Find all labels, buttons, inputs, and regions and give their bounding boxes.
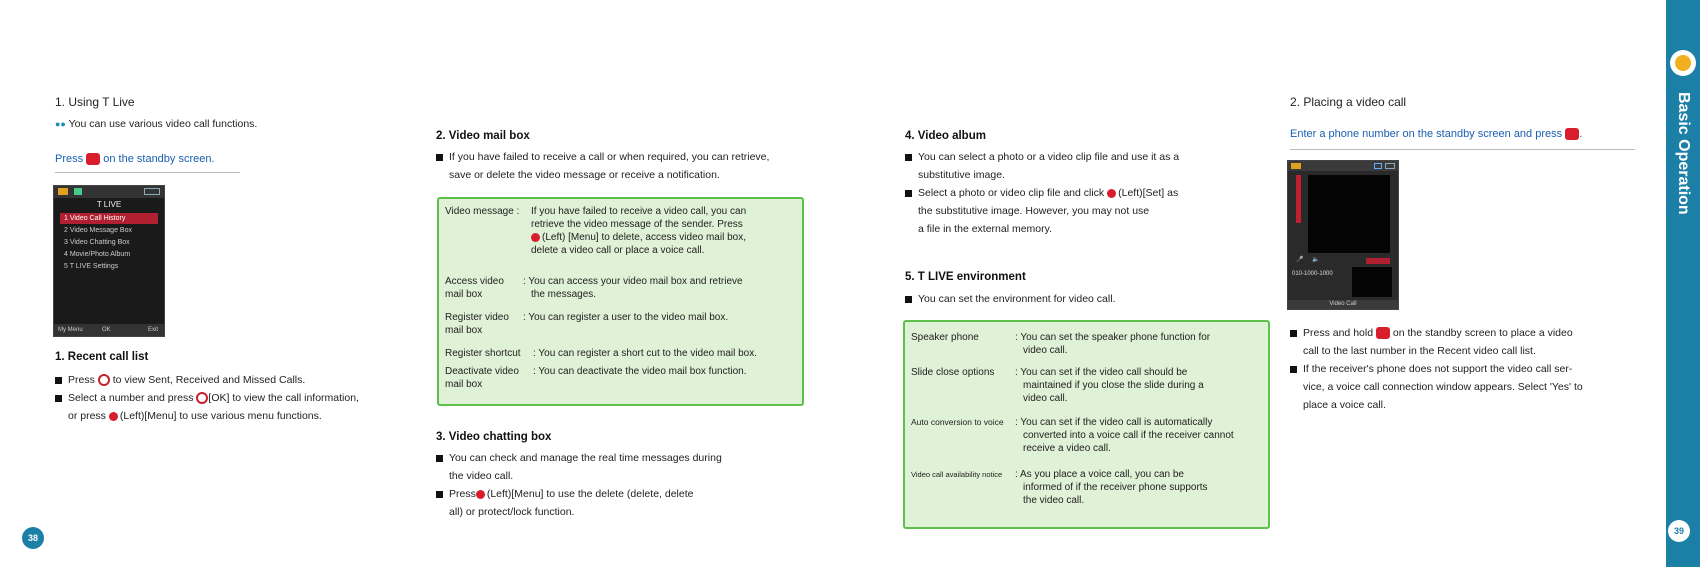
bullet-icon <box>905 154 912 161</box>
page-number-left: 38 <box>22 527 44 549</box>
video-album-bullets <box>905 148 1255 238</box>
battery-icon <box>1385 163 1395 169</box>
text-line: retrieve the video message of the sender. Press <box>531 219 743 230</box>
bullet-icon <box>1290 330 1297 337</box>
remote-video-area <box>1308 175 1390 253</box>
mic-icon[interactable]: 🎤 <box>1296 257 1304 263</box>
option-text: : You can deactivate the video mail box function. <box>533 366 747 377</box>
battery-icon <box>144 188 160 195</box>
text-line: video call. <box>1023 393 1068 404</box>
option-text <box>1015 366 1264 405</box>
bullet-icon <box>436 154 443 161</box>
signal-icon <box>58 188 68 195</box>
phone-status-bar <box>54 186 164 198</box>
label-line: mail box <box>445 379 483 390</box>
recent-call-bullets <box>55 371 395 425</box>
option-text <box>1015 416 1264 455</box>
label-line: mail box <box>445 325 483 336</box>
bullet-item: You can check and manage the real time messages during <box>436 449 806 467</box>
video-mail-options-box <box>437 197 804 406</box>
bullet-item: Select a photo or video clip file and click (Left)[Set] as <box>905 184 1255 202</box>
menu-item-movie-photo-album[interactable]: 4 Movie/Photo Album <box>64 251 131 258</box>
text-line: : You can access your video mail box and retrieve <box>523 276 743 287</box>
label-line: Access video <box>445 276 504 287</box>
phone-screen-video-call <box>1287 160 1399 310</box>
text-line: receive a video call. <box>1023 443 1111 454</box>
option-row-speaker-phone <box>905 331 1268 359</box>
softkey-ok[interactable]: OK <box>102 327 111 333</box>
phone-status-bar <box>1288 161 1398 171</box>
bullet-icon <box>436 491 443 498</box>
video-chatting-bullets <box>436 449 806 521</box>
side-tab-label-wrap <box>1672 92 1694 292</box>
option-text <box>1015 331 1264 357</box>
subsection-video-chatting-box: 3. Video chatting box <box>436 431 552 443</box>
subsection-t-live-environment: 5. T LIVE environment <box>905 271 1026 283</box>
text-line: informed of if the receiver phone supports <box>1023 482 1208 493</box>
bullet-continuation: vice, a voice call connection window appears. Select 'Yes' to <box>1303 381 1583 393</box>
option-text <box>531 205 798 257</box>
speaker-icon[interactable]: 🔈 <box>1312 257 1320 263</box>
label-line: Register video <box>445 312 509 323</box>
press-instruction: Press on the standby screen. <box>55 153 215 165</box>
option-label: Register shortcut <box>445 348 521 359</box>
bullet-icon <box>1290 366 1297 373</box>
call-key-icon <box>1376 327 1390 339</box>
chapter-icon <box>1670 50 1696 76</box>
menu-item-video-call-history[interactable]: 1 Video Call History <box>60 213 158 224</box>
section-title-placing-video-call: 2. Placing a video call <box>1290 95 1407 109</box>
option-text <box>1015 468 1264 507</box>
signal-icon <box>1291 163 1301 169</box>
phone-menu-title: T LIVE <box>96 200 122 209</box>
bullet-continuation: place a voice call. <box>1303 399 1386 411</box>
bullet-item: Press (Left)[Menu] to use the delete (delete, delete <box>436 485 806 503</box>
video-call-softkey[interactable]: Video Call <box>1288 300 1398 309</box>
option-label: Slide close options <box>911 367 995 378</box>
section-title-video-mail-box: 2. Video mail box <box>436 130 530 142</box>
ok-key-icon <box>196 392 208 404</box>
menu-key-icon <box>86 153 100 165</box>
softkey-my-menu[interactable]: My Menu <box>58 327 83 333</box>
placing-instruction: Enter a phone number on the standby screen and press . <box>1290 128 1583 140</box>
text-line: (Left) [Menu] to delete, access video mail box, <box>531 231 798 244</box>
text-line: : You can set if the video call is automatically <box>1015 417 1213 428</box>
bullet-icon <box>436 455 443 462</box>
text-line: video call. <box>1023 345 1068 356</box>
bullet-icon <box>905 296 912 303</box>
bullet-item: You can select a photo or a video clip file and use it as a <box>905 148 1255 166</box>
option-row-register-video-mail-box <box>439 311 802 339</box>
bullet-continuation: call to the last number in the Recent video call list. <box>1303 345 1536 357</box>
label-line: Deactivate video <box>445 366 519 377</box>
placing-video-call-bullets <box>1290 324 1635 414</box>
option-text <box>523 275 798 301</box>
label-line: mail box <box>445 289 483 300</box>
bullet-item: Press and hold on the standby screen to place a video <box>1290 324 1635 342</box>
bullet-continuation: substitutive image. <box>918 169 1005 181</box>
bullet-item: Press to view Sent, Received and Missed Calls. <box>55 371 395 389</box>
softkey-exit[interactable]: Exit <box>147 327 158 333</box>
option-text: : You can register a user to the video mail box. <box>523 312 729 323</box>
section-title-using-t-live: 1. Using T Live <box>55 95 135 109</box>
option-label: Video call availability notice <box>911 470 1003 479</box>
menu-item-video-message-box[interactable]: 2 Video Message Box <box>64 227 132 234</box>
option-row-auto-conversion <box>905 416 1268 458</box>
left-softkey-icon <box>109 412 118 421</box>
bullet-icon <box>55 395 62 402</box>
text-line: the video call. <box>1023 495 1085 506</box>
option-text: : You can register a short cut to the video mail box. <box>533 348 758 359</box>
environment-options-box <box>903 320 1270 529</box>
video-mail-intro <box>436 148 806 184</box>
call-key-icon <box>1565 128 1579 140</box>
option-label <box>445 365 527 391</box>
page-number-right: 39 <box>1668 520 1690 542</box>
signal-strength-icon <box>1366 258 1390 264</box>
bullet-icon <box>55 377 62 384</box>
text-line: If you have failed to receive a video call, you can <box>531 206 747 217</box>
option-label <box>445 275 527 301</box>
option-label: Auto conversion to voice <box>911 417 1004 427</box>
bullet-item: If you have failed to receive a call or when required, you can retrieve, <box>436 148 806 166</box>
bullet-icon <box>905 190 912 197</box>
volume-level-bar <box>1296 175 1301 223</box>
divider <box>55 172 240 173</box>
text-line: : You can set the speaker phone function for <box>1015 332 1211 343</box>
bullet-continuation: all) or protect/lock function. <box>449 506 575 518</box>
left-softkey-icon <box>476 490 485 499</box>
call-toolbar <box>1294 256 1392 266</box>
text-line: delete a video call or place a voice call. <box>531 245 705 256</box>
menu-item-t-live-settings[interactable]: 5 T LIVE Settings <box>64 263 119 270</box>
side-tab-label: Basic Operation <box>1675 92 1692 215</box>
left-softkey-icon <box>531 233 540 242</box>
option-label: Video message : <box>445 206 520 217</box>
subsection-recent-call-list: 1. Recent call list <box>55 351 149 363</box>
double-bullet-icon: ●● <box>55 119 66 129</box>
text-line: : You can set if the video call should be <box>1015 367 1188 378</box>
option-row-access-video-mail-box <box>439 275 802 303</box>
text-line: maintained if you close the slide during a <box>1023 380 1204 391</box>
bullet-continuation: the video call. <box>449 470 514 482</box>
text-line: converted into a voice call if the receiver cannot <box>1023 430 1234 441</box>
bullet-continuation: a file in the external memory. <box>918 223 1053 235</box>
option-label <box>445 311 527 337</box>
option-label: Speaker phone <box>911 332 979 343</box>
phone-screen-t-live-menu <box>53 185 165 337</box>
bullet-continuation: save or delete the video message or receive a notification. <box>449 169 720 181</box>
network-icon <box>74 188 82 195</box>
nav-key-icon <box>98 374 110 386</box>
option-row-video-message <box>439 205 802 261</box>
bullet-continuation: the substitutive image. However, you may not use <box>918 205 1150 217</box>
bullet-item: If the receiver's phone does not support the video call ser- <box>1290 360 1635 378</box>
option-row-deactivate-video-mail-box <box>439 365 802 393</box>
text-line: : As you place a voice call, you can be <box>1015 469 1184 480</box>
t-live-environment-bullet: You can set the environment for video call. <box>905 290 1255 308</box>
section-title-video-album: 4. Video album <box>905 130 986 142</box>
bullet-continuation: or press (Left)[Menu] to use various menu functions. <box>68 410 322 422</box>
self-video-preview <box>1352 267 1392 297</box>
bullet-item: Select a number and press [OK] to view the call information, <box>55 389 395 407</box>
camera-icon <box>1374 163 1382 169</box>
side-chapter-tab <box>1666 0 1700 567</box>
left-softkey-icon <box>1107 189 1116 198</box>
sun-icon <box>1675 55 1691 71</box>
option-row-register-shortcut <box>439 347 802 361</box>
divider <box>1290 149 1635 150</box>
intro-text: ●● You can use various video call functions. <box>55 118 258 130</box>
menu-item-video-chatting-box[interactable]: 3 Video Chatting Box <box>64 239 130 246</box>
text-line: the messages. <box>531 289 597 300</box>
option-row-availability-notice <box>905 468 1268 510</box>
phone-softkey-bar <box>54 324 164 336</box>
dialed-number: 010-1000-1000 <box>1292 271 1333 277</box>
option-row-slide-close-options <box>905 366 1268 408</box>
